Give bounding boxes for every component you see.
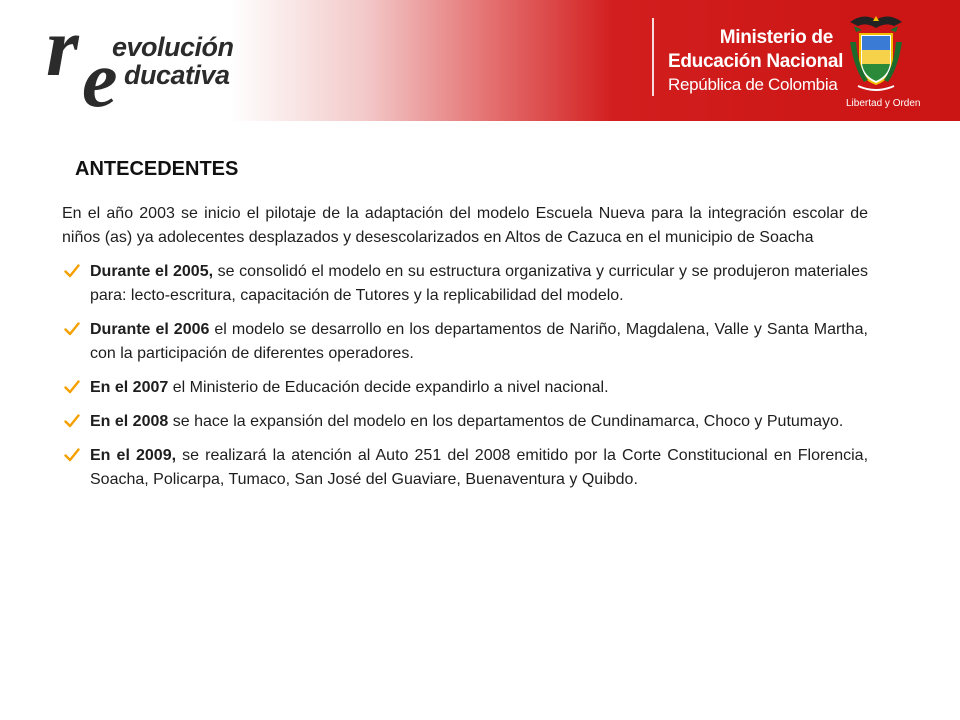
- checkmark-icon: [64, 447, 80, 463]
- checkmark-icon: [64, 379, 80, 395]
- checkmark-icon: [64, 413, 80, 429]
- list-item: [62, 410, 868, 434]
- item-lead: Durante el 2006: [90, 321, 210, 338]
- logo-word-revolucion: evolución: [112, 32, 234, 62]
- item-lead: Durante el 2005,: [90, 263, 214, 280]
- item-lead: En el 2007: [90, 379, 169, 396]
- content-body: [62, 202, 868, 502]
- item-text: el Ministerio de Educación decide expandirlo a nivel nacional.: [168, 379, 609, 396]
- checkmark-icon: [64, 263, 80, 279]
- list-item: [62, 318, 868, 366]
- ministry-line-1: Ministerio de: [719, 27, 833, 48]
- item-text: se consolidó el modelo en su estructura organizativa y curricular y se produjeron materiales para: lecto-escritura, capacitación de Tutores y la replicabilidad del modelo.: [90, 263, 868, 304]
- logo-word-educativa: ducativa: [124, 60, 230, 90]
- list-item: [62, 376, 868, 400]
- page-title: ANTECEDENTES: [75, 158, 239, 180]
- ministry-line-2: Educación Nacional: [668, 51, 844, 72]
- item-lead: En el 2008: [90, 413, 169, 430]
- list-item: [62, 444, 868, 492]
- logo-letter-r: r: [46, 1, 79, 94]
- header-divider: [652, 18, 654, 96]
- timeline-list: [62, 260, 868, 492]
- item-text: el modelo se desarrollo en los departamentos de Nariño, Magdalena, Valle y Santa Martha, con la participación de diferentes operadores.: [90, 321, 868, 362]
- checkmark-icon: [64, 321, 80, 337]
- logo-letter-e: e: [82, 36, 118, 124]
- ministry-motto: Libertad y Orden: [846, 98, 921, 109]
- item-text: se hace la expansión del modelo en los departamentos de Cundinamarca, Choco y Putumayo.: [168, 413, 844, 430]
- ministry-line-3: República de Colombia: [668, 75, 838, 94]
- list-item: [62, 260, 868, 308]
- revolucion-educativa-logo: [46, 1, 276, 124]
- ministry-text: [668, 26, 844, 96]
- item-lead: En el 2009,: [90, 447, 177, 464]
- coat-of-arms-icon: [846, 12, 906, 92]
- header-banner: [0, 0, 960, 124]
- item-text: se realizará la atención al Auto 251 del 2008 emitido por la Corte Constitucional en Florencia, Soacha, Policarpa, Tumaco, San José del Guaviare, Buenaventura y Quibdo.: [90, 447, 869, 488]
- intro-paragraph: En el año 2003 se inicio el pilotaje de la adaptación del modelo Escuela Nueva para la integración escolar de niños (as) ya adolecentes desplazados y desescolarizados en Altos de Cazuca en el municipio de Soacha: [62, 205, 868, 246]
